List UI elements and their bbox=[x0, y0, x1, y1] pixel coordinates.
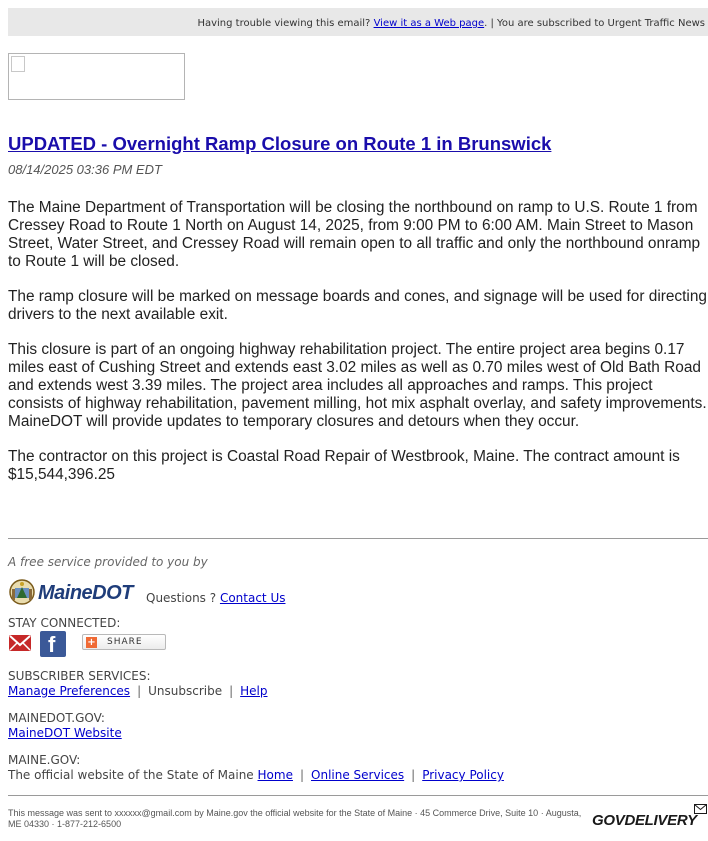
separator: | bbox=[137, 684, 142, 698]
article-paragraph: The Maine Department of Transportation will be closing the northbound on ramp to U.S. Route 1 from Cressey Road to Route 1 North on August 14, 2025, from 9:00 PM to 6:00 AM. Main Street to Mason Street, Water Street, and Cressey Road will remain open to all traffic and only the northbound onramp to Route 1 will be closed. bbox=[8, 199, 701, 270]
separator: | bbox=[299, 768, 305, 782]
unsubscribe-link[interactable]: Unsubscribe bbox=[148, 684, 223, 698]
footer-divider bbox=[8, 795, 708, 796]
contact-us-link[interactable]: Contact Us bbox=[219, 591, 286, 605]
govdelivery-logo[interactable]: GOVDELIVERY bbox=[592, 812, 697, 829]
maine-gov-links bbox=[8, 768, 504, 782]
separator: | bbox=[411, 768, 416, 782]
mainedot-logo[interactable]: MaineDOT bbox=[38, 582, 133, 604]
header-logo-image bbox=[8, 53, 185, 100]
maine-gov-description: The official website of the State of Maine bbox=[8, 768, 254, 782]
article-paragraph: The ramp closure will be marked on message boards and cones, and signage will be used for directing drivers to the next available exit. bbox=[8, 288, 707, 323]
subscriber-services-label: SUBSCRIBER SERVICES: bbox=[8, 669, 151, 683]
article-body bbox=[8, 199, 708, 501]
trouble-viewing-text: Having trouble viewing this email? bbox=[197, 18, 371, 29]
email-updates-icon[interactable] bbox=[8, 632, 32, 654]
share-button[interactable] bbox=[82, 634, 166, 650]
subscribed-text: | You are subscribed to Urgent Traffic News bbox=[487, 18, 705, 29]
article-paragraph: The contractor on this project is Coastal Road Repair of Westbrook, Maine. The contract amount is $15,544,396.25 bbox=[8, 448, 680, 483]
article-title[interactable]: UPDATED - Overnight Ramp Closure on Route 1 in Brunswick bbox=[8, 133, 552, 154]
plus-icon: + bbox=[87, 637, 96, 648]
online-services-link[interactable]: Online Services bbox=[311, 768, 405, 782]
free-service-tagline: A free service provided to you by bbox=[8, 555, 208, 569]
period: . bbox=[484, 18, 488, 29]
view-as-webpage-link[interactable]: View it as a Web page bbox=[373, 18, 485, 29]
article-date: 08/14/2025 03:36 PM EDT bbox=[8, 162, 162, 177]
facebook-icon[interactable] bbox=[40, 631, 66, 657]
broken-image-icon bbox=[11, 56, 25, 72]
top-notice-bar bbox=[8, 8, 708, 36]
privacy-policy-link[interactable]: Privacy Policy bbox=[422, 768, 504, 782]
maine-seal-icon bbox=[8, 578, 36, 606]
help-link[interactable]: Help bbox=[240, 684, 268, 698]
mainedot-website-link[interactable]: MaineDOT Website bbox=[8, 726, 122, 740]
stay-connected-label: STAY CONNECTED: bbox=[8, 616, 121, 630]
questions-label: Questions ? bbox=[146, 591, 217, 605]
questions-line bbox=[146, 591, 285, 605]
manage-preferences-link[interactable]: Manage Preferences bbox=[8, 684, 131, 698]
home-link[interactable]: Home bbox=[257, 768, 293, 782]
maine-gov-label: MAINE.GOV: bbox=[8, 753, 81, 767]
facebook-letter: f bbox=[48, 632, 56, 657]
mainedot-gov-label: MAINEDOT.GOV: bbox=[8, 711, 105, 725]
divider bbox=[8, 538, 708, 539]
separator: | bbox=[229, 684, 234, 698]
subscriber-services-links bbox=[8, 684, 268, 698]
article-paragraph: This closure is part of an ongoing highway rehabilitation project. The entire project area begins 0.17 miles east of Cushing Street and extends east 3.02 miles as well as 0.70 miles west of Old Bath Road and extends west 3.39 miles. The project area includes all approaches and ramps. This project consists of highway rehabilitation, pavement milling, hot mix asphalt overlay, and safety improvements. MaineDOT will provide updates to temporary closures and detours when they occur. bbox=[8, 341, 707, 430]
mainedot-website-row bbox=[8, 726, 122, 740]
legal-footer-text: This message was sent to xxxxxx@gmail.com by Maine.gov the official website for the State of Maine · 45 Commerce Drive, Suite 10 · Augusta, ME 04330 · 1-877-212-6500 bbox=[8, 808, 582, 829]
share-label: SHARE bbox=[107, 637, 143, 647]
